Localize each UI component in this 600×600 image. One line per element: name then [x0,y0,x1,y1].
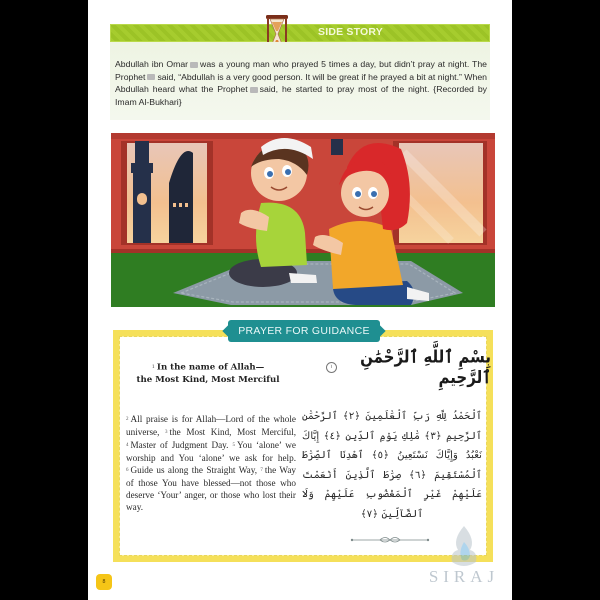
verse-number: 2 [126,416,129,422]
book-page [88,0,512,600]
watermark-text: SIRAJ [428,567,500,586]
verse-marker-icon: ١ [326,362,337,373]
story-text-part: Abdullah ibn Omar [115,59,189,69]
basmala-arabic [326,346,491,388]
honorific-icon [147,74,155,80]
honorific-icon [250,87,258,93]
verse-text: You ‘alone’ we worship and You ‘alone’ we ask for help. [126,439,297,463]
story-text-part: said, he started to pray most of the night. {Recorded by Imam Al-Bukhari} [115,84,487,108]
basmala-arabic-text: بِسْمِ ٱللَّهِ ٱلرَّحْمَٰنِ ٱلرَّحِيمِ [360,346,491,388]
prayer-title-badge [228,320,380,342]
children-praying-illustration [111,133,495,307]
verse-number: 4 [126,442,129,448]
verse-text: Guide us along the Straight Way, [130,464,258,475]
verse-number: 3 [165,429,168,435]
basmala-line-1: In the name of Allah— [156,362,265,373]
ornament-divider-icon [350,535,430,545]
page-number-badge: 8 [96,574,112,590]
side-story-banner [110,24,490,42]
verse-text: the Most Kind, Most Merciful, [169,426,296,437]
story-text-part: was a young man who prayed 5 times a day, but didn’t pray at night. The Prophet [115,59,487,82]
basmala-translation [128,361,288,386]
verse-text: Master of Judgment Day. [130,439,229,450]
side-story-title: SIDE STORY [318,26,384,38]
verse-number: 7 [260,467,263,473]
fatiha-translation [126,413,296,513]
flame-logo-icon [424,522,504,570]
basmala-line-2: the Most Kind, Most Merciful [136,374,280,385]
prayer-title: PRAYER FOR GUIDANCE [238,325,370,337]
verse-number: 1 [151,364,155,370]
verse-text: All praise is for Allah—Lord of the whole universe, [126,414,296,437]
siraj-watermark [424,522,504,592]
fatiha-arabic: ٱلْحَمْدُ لِلَّهِ رَبِّ ٱلْعَٰلَمِينَ ﴿٢﴾ ٱلرَّحْمَٰنِ ٱلرَّحِيمِ ﴿٣﴾ مَٰلِكِ يَوْمِ ٱلدِّينِ ﴿٤﴾ إِيَّاكَ نَعْبُدُ وَإِيَّاكَ نَسْتَعِينُ ﴿٥﴾ ٱهْدِنَا ٱلصِّرَٰطَ ٱلْمُسْتَقِيمَ ﴿٦﴾ صِرَٰطَ ٱلَّذِينَ أَنْعَمْتَ عَلَيْهِمْ غَيْرِ ٱلْمَغْضُوبِ عَلَيْهِمْ وَلَا ٱلضَّآلِّينَ ﴿٧﴾ [302,411,483,520]
story-text-part: said, “Abdullah is a very good person. It will be great if he prayed a bit at night.” When Abdullah heard what the Prophet [115,71,487,95]
side-story-text [115,58,487,109]
side-story-box [110,42,490,120]
verse-number: 6 [126,467,129,473]
honorific-icon [190,62,198,68]
verse-number: 5 [232,442,236,448]
verse-text: the Way of those You have blessed—not those who deserve ‘Your’ anger, or those who lost their way. [126,464,296,512]
